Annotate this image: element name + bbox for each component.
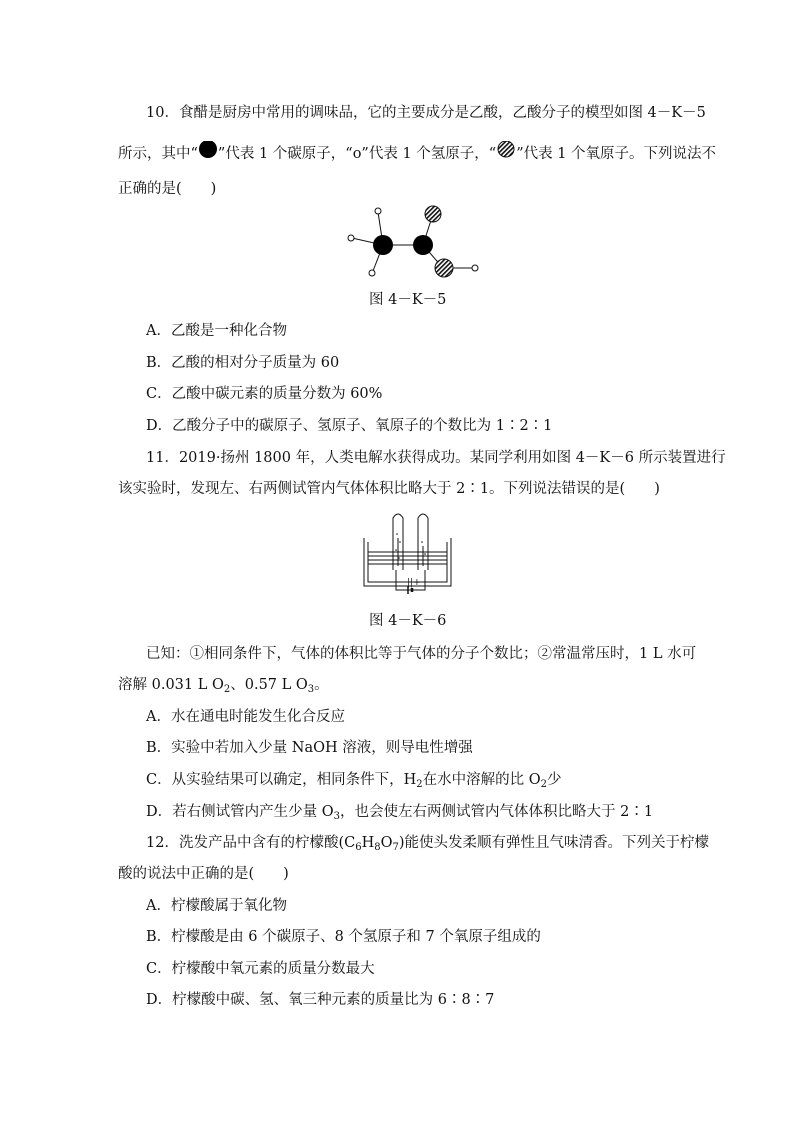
subscript: 2 xyxy=(416,779,423,790)
carbon-atom-icon xyxy=(198,141,218,167)
q11-option-d-text-a: D．若右侧试管内产生少量 O xyxy=(146,804,334,820)
subscript: 2 xyxy=(540,779,547,790)
acetic-acid-model-figure xyxy=(340,200,490,280)
q11-option-d xyxy=(146,802,653,822)
hydrogen-atom-icon xyxy=(369,270,375,276)
q11-option-c xyxy=(146,770,562,790)
q11-stem-line1: 11．2019·扬州 1800 年，人类电解水获得成功。某同学利用如图 4－K－6 所示装置进行 xyxy=(146,450,726,466)
q12-stem-line1 xyxy=(146,833,709,853)
q11-known-text-c: 。 xyxy=(314,677,329,693)
figure-caption-4-k-6: 图 4－K－6 xyxy=(369,613,447,629)
carbon-atom-icon xyxy=(413,235,433,255)
q12-stem-line2: 酸的说法中正确的是( ) xyxy=(118,866,289,882)
q11-known-line1: 已知：①相同条件下，气体的体积比等于气体的分子个数比；②常温常压时，1 L 水可 xyxy=(146,646,697,662)
q10-option-a: A．乙酸是一种化合物 xyxy=(146,323,287,339)
q10-option-c: C．乙酸中碳元素的质量分数为 60% xyxy=(146,386,383,402)
oxygen-atom-icon xyxy=(496,141,516,167)
hydrogen-atom-icon xyxy=(348,235,354,241)
oxygen-atom-icon xyxy=(425,206,441,222)
subscript: 2 xyxy=(223,684,231,695)
hydrogen-atom-icon xyxy=(472,265,478,271)
q11-option-b: B．实验中若加入少量 NaOH 溶液，则导电性增强 xyxy=(146,740,473,756)
q10-stem-line1: 10．食醋是厨房中常用的调味品，它的主要成分是乙酸，乙酸分子的模型如图 4－K－5 xyxy=(146,105,706,121)
subscript: 3 xyxy=(307,684,315,695)
q11-known-text-a: 溶解 0.031 L O xyxy=(118,677,224,693)
subscript: 8 xyxy=(374,842,381,853)
subscript: 7 xyxy=(392,842,399,853)
q11-option-c-text-c: 少 xyxy=(547,772,562,788)
q10-option-b: B．乙酸的相对分子质量为 60 xyxy=(146,355,340,371)
subscript: 3 xyxy=(333,811,340,822)
q12-stem-text-c: O xyxy=(380,835,393,851)
q11-option-c-text-a: C．从实验结果可以确定，相同条件下，H xyxy=(146,772,417,788)
q12-option-a: A．柠檬酸属于氧化物 xyxy=(146,898,287,914)
q12-option-b: B．柠檬酸是由 6 个碳原子、8 个氢原子和 7 个氧原子组成的 xyxy=(146,929,541,945)
q11-stem-line2: 该实验时，发现左、右两侧试管内气体体积比略大于 2∶1。下列说法错误的是( ) xyxy=(118,481,660,497)
q11-option-a: A．水在通电时能发生化合反应 xyxy=(146,709,345,725)
subscript: 6 xyxy=(355,842,362,853)
q11-option-d-text-b: ，也会使左右两侧试管内气体体积比略大于 2∶1 xyxy=(340,804,654,820)
oxygen-atom-icon xyxy=(435,259,453,277)
q11-known-text-b: 、0.57 L O xyxy=(230,677,308,693)
q10-option-d: D．乙酸分子中的碳原子、氢原子、氧原子的个数比为 1∶2∶1 xyxy=(146,418,553,434)
hydrogen-atom-icon xyxy=(375,208,381,214)
q12-option-c: C．柠檬酸中氧元素的质量分数最大 xyxy=(146,961,375,977)
carbon-atom-icon xyxy=(373,235,393,255)
q10-stem-part-c: ”代表 1 个氧原子。下列说法不 xyxy=(516,146,717,162)
figure-caption-4-k-5: 图 4－K－5 xyxy=(369,292,447,308)
q11-known-line2 xyxy=(118,675,329,695)
battery-label: －||+ xyxy=(398,578,421,588)
q12-stem-text-b: H xyxy=(361,835,375,851)
q10-stem-part-a: 所示，其中“ xyxy=(118,146,198,162)
q10-stem-part-b: ”代表 1 个碳原子，“o”代表 1 个氢原子，“ xyxy=(217,146,497,162)
q11-option-c-text-b: 在水中溶解的比 O xyxy=(422,772,541,788)
q10-stem-line2 xyxy=(118,141,716,167)
q12-stem-text-a: 12．洗发产品中含有的柠檬酸(C xyxy=(146,835,356,851)
q12-option-d: D．柠檬酸中碳、氢、氧三种元素的质量比为 6∶8∶7 xyxy=(146,992,495,1008)
q12-stem-text-d: )能使头发柔顺有弹性且气味清香。下列关于柠檬 xyxy=(398,835,710,851)
q10-stem-line3: 正确的是( ) xyxy=(118,181,217,197)
